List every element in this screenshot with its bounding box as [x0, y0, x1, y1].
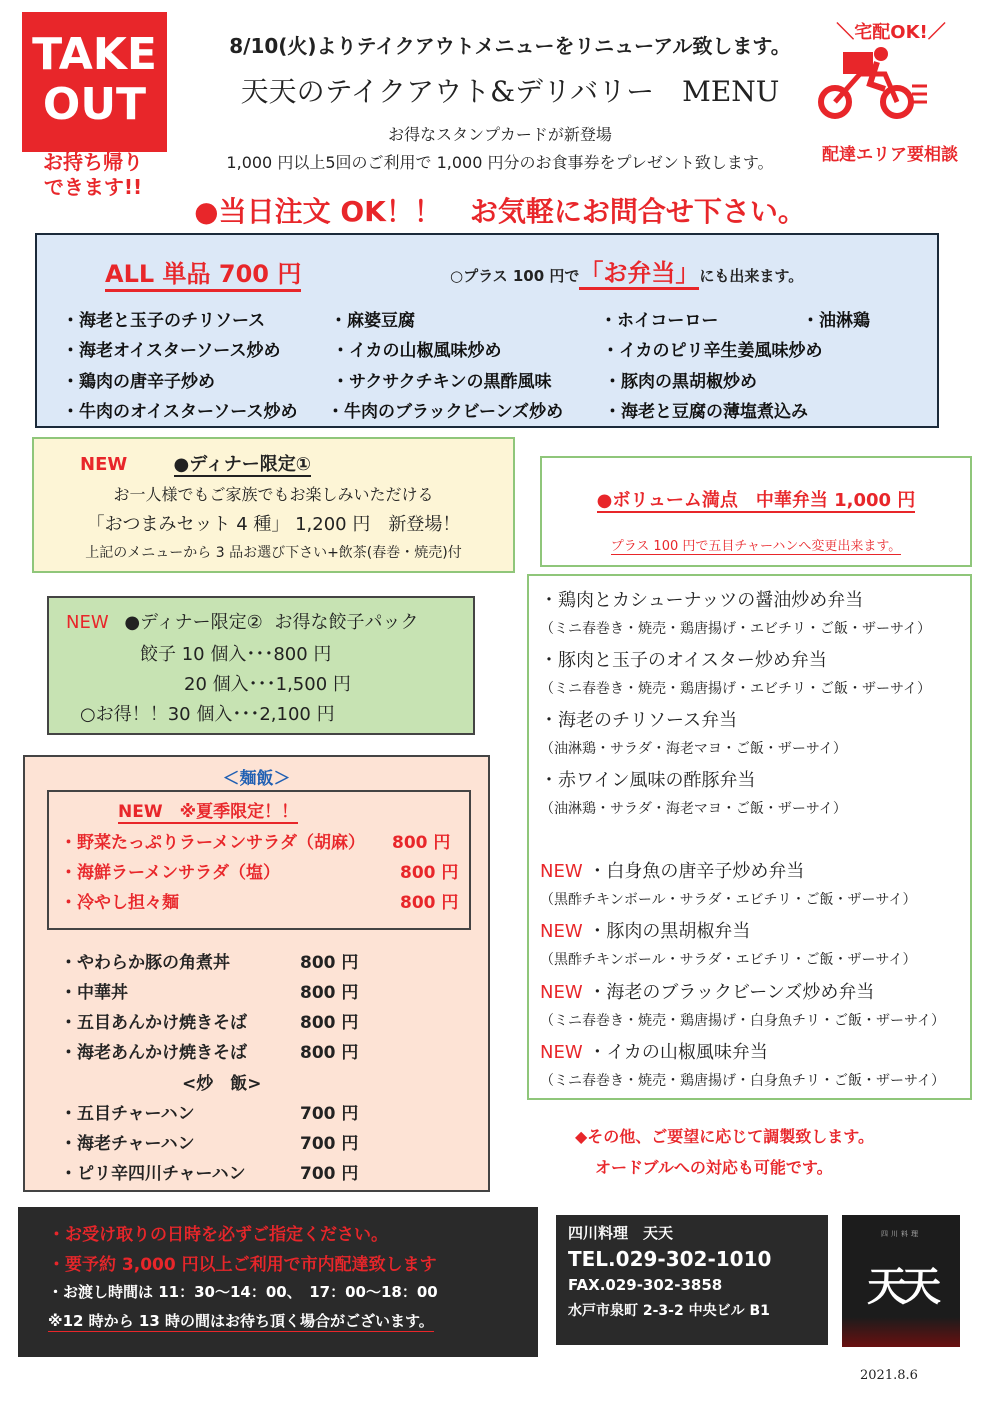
- new-badge: NEW: [540, 921, 583, 942]
- bento-sides: （油淋鶏・サラダ・海老マヨ・ご飯・ザーサイ）: [540, 741, 847, 757]
- bento-item-name: ・イカの山椒風味弁当: [588, 1042, 768, 1063]
- restaurant-fax: FAX.029-302-3858: [568, 1276, 723, 1294]
- dish-item: ・イカの山椒風味炒め: [332, 341, 502, 361]
- dinner2-label: ●ディナー限定②: [124, 612, 263, 633]
- bento-item-new: [540, 917, 750, 943]
- dinner2-title: [66, 608, 419, 634]
- restaurant-address: 水戸市泉町 2-3-2 中央ビル B1: [568, 1303, 770, 1319]
- dinner1-offer: 「おつまみセット 4 種」 1,200 円 新登場！: [86, 514, 461, 535]
- dish-item: ・鶏肉の唐辛子炒め: [62, 372, 215, 392]
- delivery-ok-label: ＼宅配OK!／: [836, 22, 946, 43]
- dinner1-label: ●ディナー限定①: [173, 454, 312, 475]
- logo-red-band: [842, 1317, 960, 1347]
- custom-order-note: ◆その他、ご要望に応じて調製致します。: [575, 1127, 875, 1146]
- bento-upgrade-note: [450, 253, 803, 288]
- bento-upgrade-post: にも出来ます。: [699, 267, 804, 285]
- delivery-bike-icon: [815, 44, 930, 124]
- summer-title-text: NEW ※夏季限定！！: [118, 802, 299, 822]
- new-badge: NEW: [540, 1042, 583, 1063]
- volume-bento-title-text: ●ボリューム満点 中華弁当 1,000 円: [596, 490, 916, 511]
- summer-title: [118, 797, 298, 822]
- delivery-area-note: 配達エリア要相談: [822, 145, 958, 165]
- menhan-price: 800 円: [300, 983, 359, 1003]
- volume-bento-title: [540, 486, 972, 512]
- page-title: 天天のテイクアウト&デリバリー MENU: [240, 75, 780, 108]
- new-badge: NEW: [540, 982, 583, 1003]
- dinner1-title: [80, 450, 311, 476]
- renewal-notice: 8/10(火)よりテイクアウトメニューをリニューアル致します。: [229, 34, 791, 58]
- bento-sides: （ミニ春巻き・焼売・鶏唐揚げ・エビチリ・ご飯・ザーサイ）: [540, 621, 932, 637]
- dish-item: ・牛肉のブラックビーンズ炒め: [327, 402, 564, 422]
- bento-item-new: [540, 978, 874, 1004]
- fried-rice-title: <炒 飯>: [182, 1074, 262, 1094]
- menhan-item: ・五目あんかけ焼きそば: [60, 1013, 247, 1033]
- fried-rice-item: ・ピリ辛四川チャーハン: [60, 1164, 246, 1184]
- hors-doeuvre-note: オードブルへの対応も可能です。: [595, 1158, 833, 1177]
- dish-item: ・油淋鶏: [802, 311, 870, 331]
- notice-line: ・お受け取りの日時を必ずご指定ください。: [48, 1225, 388, 1245]
- summer-price: 800 円: [392, 833, 451, 853]
- bento-sides: （ミニ春巻き・焼売・鶏唐揚げ・エビチリ・ご飯・ザーサイ）: [540, 681, 932, 697]
- fried-rice-item: ・五目チャーハン: [60, 1104, 195, 1124]
- bento-item: ・海老のチリソース弁当: [540, 710, 738, 731]
- new-badge: NEW: [540, 861, 583, 882]
- bento-item: ・鶏肉とカシューナッツの醤油炒め弁当: [540, 590, 864, 611]
- bento-sides: （ミニ春巻き・焼売・鶏唐揚げ・白身魚チリ・ご飯・ザーサイ）: [540, 1013, 946, 1029]
- takeout-sub2: できます!!: [43, 175, 143, 199]
- fried-rice-price: 700 円: [300, 1164, 359, 1184]
- takeout-badge: [22, 12, 167, 152]
- new-badge: NEW: [66, 612, 109, 633]
- dish-item: ・豚肉の黒胡椒炒め: [604, 372, 757, 392]
- logo-main-text: 天天: [867, 1263, 935, 1310]
- dinner1-note: 上記のメニューから 3 品お選び下さい+飲茶(春巻・焼売)付: [85, 545, 462, 561]
- gyoza-row: 20 個入･･･1,500 円: [184, 674, 351, 695]
- summer-item: ・海鮮ラーメンサラダ（塩）: [60, 863, 280, 883]
- notice-line: ※12 時から 13 時の間はお待ち頂く場合がございます。: [48, 1312, 434, 1330]
- same-day-order-banner: ●当日注文 OK！！ お気軽にお問合せ下さい。: [194, 195, 806, 228]
- bento-item: ・豚肉と玉子のオイスター炒め弁当: [540, 650, 827, 671]
- bento-item: ・赤ワイン風味の酢豚弁当: [540, 770, 756, 791]
- new-badge: NEW: [80, 454, 128, 475]
- bento-upgrade-highlight: 「お弁当」: [579, 259, 699, 290]
- issue-date: 2021.8.6: [860, 1368, 918, 1383]
- summer-price: 800 円: [400, 893, 459, 913]
- menhan-item: ・中華丼: [60, 983, 128, 1003]
- bento-item-name: ・海老のブラックビーンズ炒め弁当: [588, 982, 875, 1003]
- menhan-item: ・海老あんかけ焼きそば: [60, 1043, 247, 1063]
- takeout-line2: OUT: [42, 79, 147, 130]
- menhan-price: 800 円: [300, 1043, 359, 1063]
- bento-item-new: [540, 1038, 768, 1064]
- dish-item: ・海老と玉子のチリソース: [62, 311, 266, 331]
- notice-line: ・要予約 3,000 円以上ご利用で市内配達致します: [48, 1255, 437, 1275]
- menhan-title: ＜麺飯＞: [222, 769, 291, 789]
- summer-item: ・野菜たっぷりラーメンサラダ（胡麻）: [60, 833, 365, 853]
- bento-sides: （黒酢チキンボール・サラダ・エビチリ・ご飯・ザーサイ）: [540, 892, 917, 908]
- dish-item: ・イカのピリ辛生姜風味炒め: [602, 341, 823, 361]
- dish-item: ・サクサクチキンの黒酢風味: [332, 372, 552, 392]
- dish-item: ・麻婆豆腐: [330, 311, 415, 331]
- gyoza-row: 餃子 10 個入･･･800 円: [140, 644, 332, 665]
- summer-item: ・冷やし担々麺: [60, 893, 179, 913]
- volume-bento-sub: [540, 535, 972, 554]
- volume-bento-sub-text: プラス 100 円で五目チャーハンへ変更出来ます。: [610, 539, 902, 554]
- bento-upgrade-pre: ○プラス 100 円で: [450, 267, 580, 285]
- dinner1-desc: お一人様でもご家族でもお楽しみいただける: [113, 485, 434, 504]
- takeout-sub1: お持ち帰り: [43, 150, 143, 174]
- takeout-subtitle: [18, 150, 168, 200]
- restaurant-logo: [842, 1215, 960, 1347]
- bento-item-name: ・白身魚の唐辛子炒め弁当: [588, 861, 805, 882]
- fried-rice-price: 700 円: [300, 1104, 359, 1124]
- bento-item-name: ・豚肉の黒胡椒弁当: [588, 921, 751, 942]
- dish-item: ・海老オイスターソース炒め: [62, 341, 281, 361]
- fried-rice-price: 700 円: [300, 1134, 359, 1154]
- logo-small-text: 四川料理: [881, 1230, 921, 1238]
- restaurant-tel: TEL.029-302-1010: [568, 1247, 772, 1271]
- stamp-card-notice: お得なスタンプカードが新登場: [388, 125, 612, 144]
- takeout-line1: TAKE: [32, 29, 157, 80]
- all-single-title: ALL 単品 700 円: [105, 254, 301, 292]
- notice-line: ・お渡し時間は 11：30〜14：00、 17：00〜18：00: [48, 1283, 438, 1301]
- bento-sides: （油淋鶏・サラダ・海老マヨ・ご飯・ザーサイ）: [540, 801, 847, 817]
- stamp-card-detail: 1,000 円以上5回のご利用で 1,000 円分のお食事券をプレゼント致します。: [226, 153, 774, 172]
- dish-item: ・ホイコーロー: [600, 311, 719, 331]
- menhan-price: 800 円: [300, 953, 359, 973]
- bento-sides: （黒酢チキンボール・サラダ・エビチリ・ご飯・ザーサイ）: [540, 952, 917, 968]
- fried-rice-item: ・海老チャーハン: [60, 1134, 195, 1154]
- menhan-item: ・やわらか豚の角煮丼: [60, 953, 230, 973]
- menhan-price: 800 円: [300, 1013, 359, 1033]
- bento-item-new: [540, 857, 804, 883]
- dish-item: ・海老と豆腐の薄塩煮込み: [604, 402, 808, 422]
- summer-price: 800 円: [400, 863, 459, 883]
- dinner2-subtitle: お得な餃子パック: [274, 612, 419, 633]
- bento-sides: （ミニ春巻き・焼売・鶏唐揚げ・白身魚チリ・ご飯・ザーサイ）: [540, 1073, 946, 1089]
- gyoza-row: ○お得！！30 個入･･･2,100 円: [80, 704, 335, 725]
- restaurant-name: 四川料理 天天: [568, 1224, 674, 1242]
- dish-item: ・牛肉のオイスターソース炒め: [62, 402, 298, 422]
